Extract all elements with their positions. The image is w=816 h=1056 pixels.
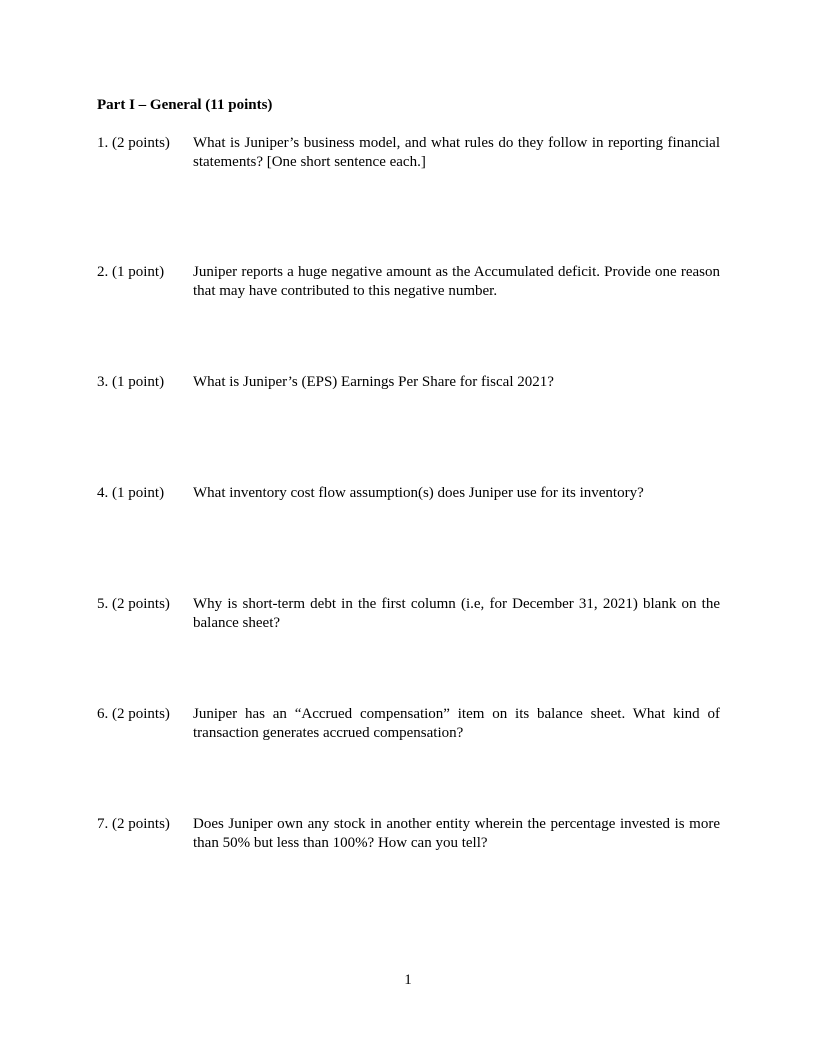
question-label: 5. (2 points) [97,596,170,612]
question-text: Does Juniper own any stock in another entity wherein the percentage invested is more than 50% but less than 100%? How can you tell? [193,816,720,851]
question-text: What is Juniper’s (EPS) Earnings Per Share for fiscal 2021? [193,374,554,390]
page-number: 1 [404,972,412,988]
question-item [97,705,720,743]
question-item [97,815,720,853]
question-item [97,263,720,301]
question-item [97,484,720,503]
question-label: 4. (1 point) [97,485,165,501]
question-text: What is Juniper’s business model, and what rules do they follow in reporting financial statements? [One short sentence each.] [193,135,720,170]
question-text: Why is short-term debt in the first column (i.e, for December 31, 2021) blank on the balance sheet? [193,596,720,631]
question-label: 2. (1 point) [97,264,165,280]
question-text: Juniper reports a huge negative amount as the Accumulated deficit. Provide one reason that may have contributed to this negative number. [193,264,720,299]
question-text: What inventory cost flow assumption(s) does Juniper use for its inventory? [193,485,644,501]
question-label: 3. (1 point) [97,374,165,390]
question-label: 7. (2 points) [97,816,170,832]
question-text: Juniper has an “Accrued compensation” item on its balance sheet. What kind of transaction generates accrued compensation? [193,706,720,741]
question-label: 6. (2 points) [97,706,170,722]
question-item [97,373,720,392]
question-label: 1. (2 points) [97,135,170,151]
question-item [97,134,720,172]
question-item [97,595,720,633]
section-title: Part I – General (11 points) [97,97,273,113]
